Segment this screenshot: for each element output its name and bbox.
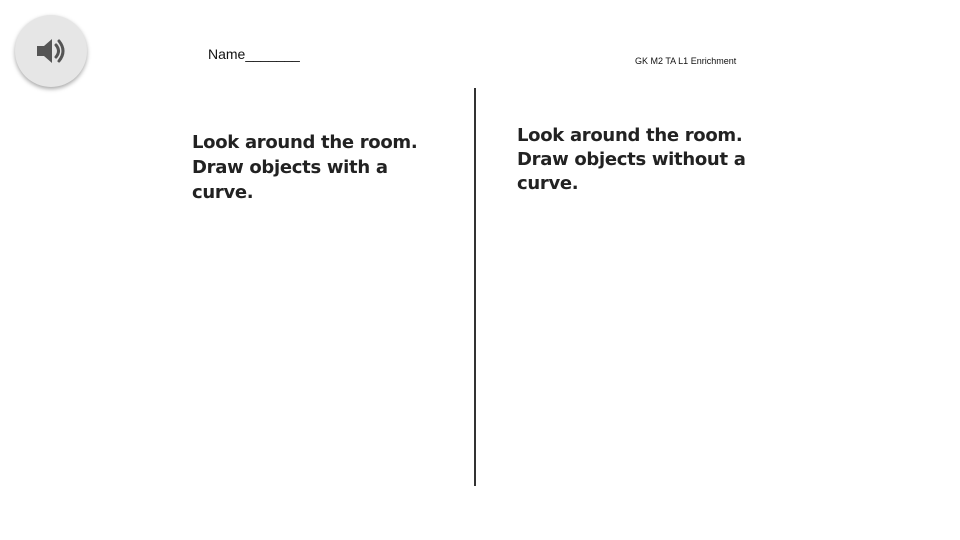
student-name-field: Name_______ [208, 46, 300, 62]
left-prompt-with-curve: Look around the room. Draw objects with a curve. [192, 132, 418, 203]
speaker-icon [33, 33, 69, 69]
audio-play-button[interactable] [15, 15, 87, 87]
column-divider [474, 88, 476, 486]
lesson-code-label: GK M2 TA L1 Enrichment [635, 56, 737, 66]
right-prompt-without-curve: Look around the room. Draw objects without a curve. [517, 125, 746, 194]
